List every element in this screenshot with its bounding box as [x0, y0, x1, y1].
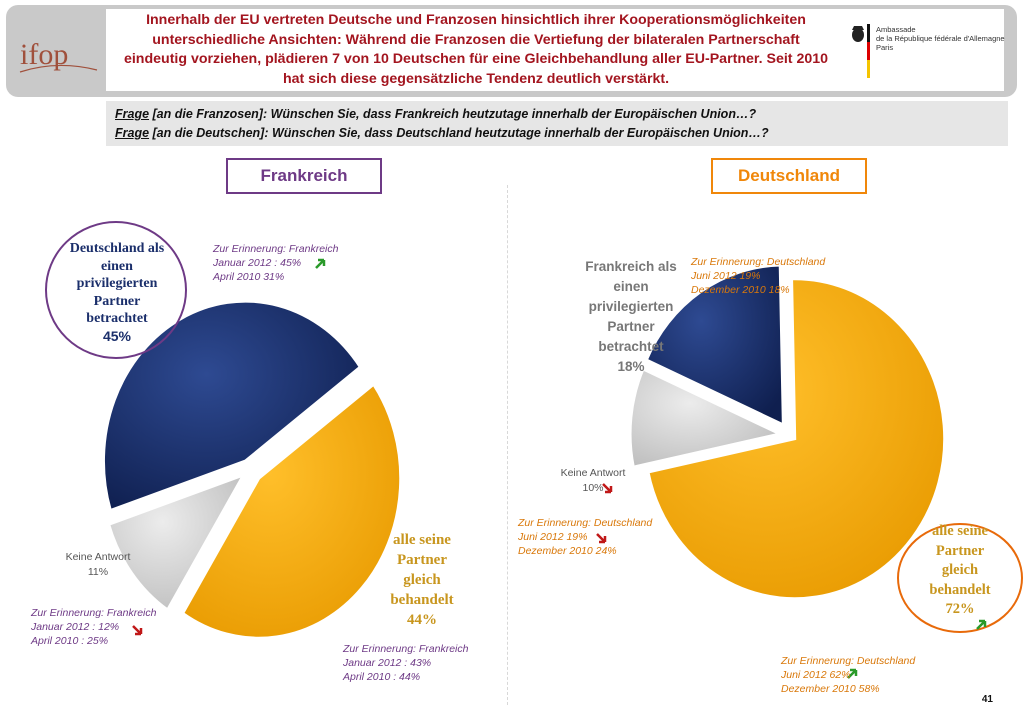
- page-title: Innerhalb der EU vertreten Deutsche und Franzosen hinsichtlich ihrer Kooperationsmöglichkeiten unterschiedliche Ansichten: Während die Franzosen die Vertiefung der bilateralen Partnerschaft eindeutig vorziehen, plädieren 7 von 10 Deutschen für eine Gleichbehandlung aller EU-Partner. Seit 2010 hat sich diese gegensätzliche Tendenz deutlich verstärkt.: [123, 12, 829, 87]
- fr-priv-label: Deutschland als einen privilegierten Partner betrachtet 45%: [69, 241, 165, 344]
- fr-keine-note: Zur Erinnerung: Frankreich Januar 2012 : 12% April 2010 : 25%: [31, 607, 157, 647]
- de-gleich-label: alle seine Partner gleich behandelt 72%: [929, 523, 991, 617]
- tab-frankreich: Frankreich: [226, 158, 382, 194]
- de-gleich-note: Zur Erinnerung: Deutschland Juni 2012 62% Dezember 2010 58%: [781, 655, 916, 695]
- question-de: Frage [an die Deutschen]: Wünschen Sie, dass Deutschland heutzutage innerhalb der Europäischen Union…?: [115, 126, 769, 140]
- tab-deutschland: Deutschland: [711, 158, 867, 194]
- fr-gleich-label: alle seine Partner gleich behandelt 44%: [390, 532, 454, 628]
- de-priv-label: Frankreich als einen privilegierten Partner betrachtet 18%: [585, 259, 677, 374]
- fr-priv-note: Zur Erinnerung: Frankreich Januar 2012 : 45% April 2010 31%: [213, 243, 339, 283]
- de-priv-note: Zur Erinnerung: Deutschland Juni 2012 19% Dezember 2010 18%: [691, 256, 826, 296]
- fr-keine-label: Keine Antwort 11%: [65, 551, 131, 578]
- logo-text: ifop: [20, 38, 69, 71]
- de-keine-label: Keine Antwort 10%: [560, 467, 626, 494]
- embassy-text: Ambassade de la République fédérale d'Allemagne Paris: [876, 25, 1005, 52]
- question-fr: Frage [an die Franzosen]: Wünschen Sie, dass Frankreich heutzutage innerhalb der Europäischen Union…?: [115, 107, 757, 121]
- de-keine-note: Zur Erinnerung: Deutschland Juni 2012 19% Dezember 2010 24%: [518, 517, 653, 557]
- page-number: 41: [981, 694, 993, 705]
- fr-gleich-note: Zur Erinnerung: Frankreich Januar 2012 : 43% April 2010 : 44%: [343, 643, 469, 683]
